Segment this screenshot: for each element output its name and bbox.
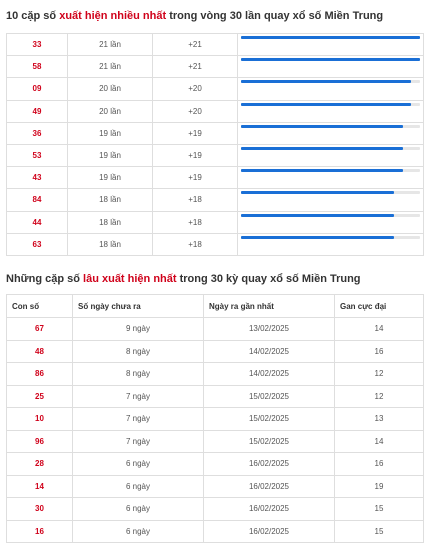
- table-row: [7, 430, 424, 453]
- table-row: [7, 34, 424, 56]
- bottom-section-heading: [6, 272, 361, 286]
- occurrence-count: 18 lần: [68, 211, 153, 233]
- frequency-bar-cell: [238, 78, 424, 100]
- frequent-pairs-table: [6, 33, 424, 256]
- frequency-bar-cell: [238, 34, 424, 56]
- frequency-bar-track: [241, 236, 420, 239]
- pair-number: 28: [7, 453, 73, 476]
- pair-number: 14: [7, 475, 73, 498]
- max-gap: 14: [335, 318, 424, 341]
- frequency-bar-fill: [241, 125, 403, 128]
- occurrence-delta: +19: [153, 167, 238, 189]
- occurrence-delta: +19: [153, 122, 238, 144]
- pair-number: 44: [7, 211, 68, 233]
- frequency-bar-fill: [241, 80, 411, 83]
- frequency-bar-cell: [238, 211, 424, 233]
- days-not-drawn: 6 ngày: [73, 475, 204, 498]
- heading-highlight: xuất hiện nhiều nhất: [59, 10, 167, 22]
- pair-number: 96: [7, 430, 73, 453]
- table-row: [7, 475, 424, 498]
- occurrence-count: 19 lần: [68, 144, 153, 166]
- table-row: [7, 453, 424, 476]
- pair-number: 16: [7, 520, 73, 543]
- last-drawn-date: 15/02/2025: [204, 430, 335, 453]
- occurrence-count: 19 lần: [68, 122, 153, 144]
- last-drawn-date: 16/02/2025: [204, 453, 335, 476]
- column-header-number: Con số: [7, 295, 73, 318]
- frequency-bar-fill: [241, 191, 394, 194]
- pair-number: 49: [7, 100, 68, 122]
- overdue-pairs-table: [6, 294, 424, 543]
- last-drawn-date: 14/02/2025: [204, 363, 335, 386]
- frequency-bar-track: [241, 214, 420, 217]
- frequency-bar-fill: [241, 236, 394, 239]
- table-row: [7, 78, 424, 100]
- last-drawn-date: 14/02/2025: [204, 340, 335, 363]
- frequency-bar-cell: [238, 144, 424, 166]
- table-row: [7, 189, 424, 211]
- days-not-drawn: 6 ngày: [73, 498, 204, 521]
- frequency-bar-track: [241, 36, 420, 39]
- pair-number: 25: [7, 385, 73, 408]
- occurrence-count: 20 lần: [68, 78, 153, 100]
- frequency-bar-cell: [238, 122, 424, 144]
- days-not-drawn: 9 ngày: [73, 318, 204, 341]
- table-row: [7, 100, 424, 122]
- overdue-pairs-body: [7, 318, 424, 543]
- days-not-drawn: 6 ngày: [73, 453, 204, 476]
- days-not-drawn: 7 ngày: [73, 408, 204, 431]
- table-row: [7, 144, 424, 166]
- last-drawn-date: 16/02/2025: [204, 475, 335, 498]
- last-drawn-date: 16/02/2025: [204, 520, 335, 543]
- frequency-bar-cell: [238, 100, 424, 122]
- pair-number: 10: [7, 408, 73, 431]
- top-section-heading: [6, 9, 383, 23]
- table-row: [7, 211, 424, 233]
- frequency-bar-track: [241, 80, 420, 83]
- table-header-row: [7, 295, 424, 318]
- pair-number: 58: [7, 56, 68, 78]
- days-not-drawn: 7 ngày: [73, 430, 204, 453]
- frequency-bar-track: [241, 147, 420, 150]
- last-drawn-date: 13/02/2025: [204, 318, 335, 341]
- frequency-bar-cell: [238, 167, 424, 189]
- occurrence-count: 18 lần: [68, 233, 153, 255]
- days-not-drawn: 6 ngày: [73, 520, 204, 543]
- table-row: [7, 318, 424, 341]
- pair-number: 86: [7, 363, 73, 386]
- frequency-bar-track: [241, 125, 420, 128]
- column-header-last-date: Ngày ra gần nhất: [204, 295, 335, 318]
- max-gap: 15: [335, 498, 424, 521]
- heading-prefix: 10 cặp số: [6, 10, 60, 22]
- occurrence-delta: +18: [153, 211, 238, 233]
- frequency-bar-track: [241, 191, 420, 194]
- frequency-bar-track: [241, 169, 420, 172]
- occurrence-delta: +20: [153, 100, 238, 122]
- last-drawn-date: 15/02/2025: [204, 408, 335, 431]
- frequency-bar-track: [241, 58, 420, 61]
- max-gap: 13: [335, 408, 424, 431]
- max-gap: 14: [335, 430, 424, 453]
- occurrence-delta: +18: [153, 189, 238, 211]
- table-row: [7, 233, 424, 255]
- frequency-bar-fill: [241, 36, 420, 39]
- days-not-drawn: 8 ngày: [73, 363, 204, 386]
- frequency-bar-fill: [241, 103, 411, 106]
- table-row: [7, 520, 424, 543]
- max-gap: 12: [335, 363, 424, 386]
- pair-number: 33: [7, 34, 68, 56]
- table-row: [7, 408, 424, 431]
- occurrence-delta: +21: [153, 34, 238, 56]
- max-gap: 19: [335, 475, 424, 498]
- frequency-bar-fill: [241, 147, 403, 150]
- frequent-pairs-body: [7, 34, 424, 256]
- table-row: [7, 122, 424, 144]
- pair-number: 30: [7, 498, 73, 521]
- occurrence-count: 18 lần: [68, 189, 153, 211]
- column-header-days: Số ngày chưa ra: [73, 295, 204, 318]
- table-row: [7, 56, 424, 78]
- table-row: [7, 498, 424, 521]
- pair-number: 36: [7, 122, 68, 144]
- pair-number: 67: [7, 318, 73, 341]
- table-row: [7, 385, 424, 408]
- frequency-bar-fill: [241, 58, 420, 61]
- pair-number: 84: [7, 189, 68, 211]
- days-not-drawn: 7 ngày: [73, 385, 204, 408]
- days-not-drawn: 8 ngày: [73, 340, 204, 363]
- occurrence-delta: +19: [153, 144, 238, 166]
- occurrence-count: 21 lần: [68, 56, 153, 78]
- pair-number: 43: [7, 167, 68, 189]
- occurrence-count: 20 lần: [68, 100, 153, 122]
- table-row: [7, 340, 424, 363]
- frequency-bar-cell: [238, 189, 424, 211]
- occurrence-count: 21 lần: [68, 34, 153, 56]
- occurrence-count: 19 lần: [68, 167, 153, 189]
- frequency-bar-fill: [241, 169, 403, 172]
- frequency-bar-track: [241, 103, 420, 106]
- occurrence-delta: +18: [153, 233, 238, 255]
- heading-suffix: trong 30 kỳ quay xổ số Miền Trung: [176, 273, 361, 285]
- pair-number: 48: [7, 340, 73, 363]
- last-drawn-date: 16/02/2025: [204, 498, 335, 521]
- frequency-bar-cell: [238, 56, 424, 78]
- table-row: [7, 167, 424, 189]
- heading-suffix: trong vòng 30 lần quay xổ số Miền Trung: [166, 10, 384, 22]
- frequency-bar-fill: [241, 214, 394, 217]
- column-header-max-gap: Gan cực đại: [335, 295, 424, 318]
- occurrence-delta: +21: [153, 56, 238, 78]
- max-gap: 12: [335, 385, 424, 408]
- pair-number: 09: [7, 78, 68, 100]
- heading-prefix: Những cặp số: [6, 273, 84, 285]
- table-row: [7, 363, 424, 386]
- last-drawn-date: 15/02/2025: [204, 385, 335, 408]
- max-gap: 16: [335, 340, 424, 363]
- frequency-bar-cell: [238, 233, 424, 255]
- pair-number: 63: [7, 233, 68, 255]
- pair-number: 53: [7, 144, 68, 166]
- max-gap: 16: [335, 453, 424, 476]
- max-gap: 15: [335, 520, 424, 543]
- heading-highlight: lâu xuất hiện nhất: [83, 273, 177, 285]
- occurrence-delta: +20: [153, 78, 238, 100]
